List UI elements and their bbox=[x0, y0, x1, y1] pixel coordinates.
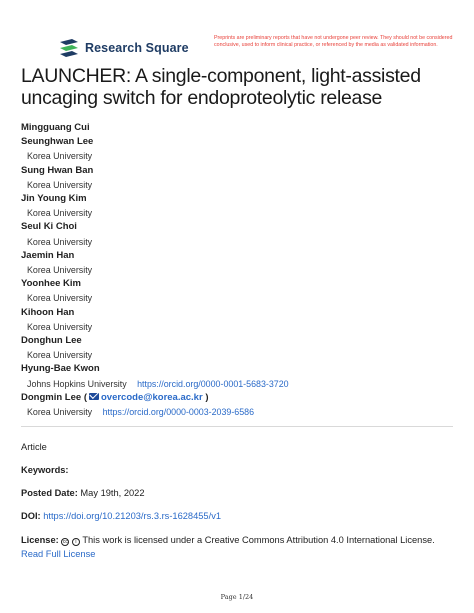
author-affiliation: Korea University bbox=[27, 179, 93, 190]
research-square-logo-icon bbox=[58, 38, 80, 58]
author-name: Sung Hwan Ban bbox=[21, 164, 94, 176]
author-name-line bbox=[21, 391, 461, 405]
author-name: Seunghwan Lee bbox=[21, 136, 94, 148]
doi-row bbox=[21, 511, 221, 521]
keywords-label: Keywords: bbox=[21, 465, 69, 475]
mail-icon bbox=[89, 393, 99, 400]
posted-date-value: May 19th, 2022 bbox=[80, 488, 145, 498]
author-entry bbox=[21, 362, 461, 390]
author-affiliation: Korea University bbox=[27, 265, 93, 276]
posted-date-label: Posted Date: bbox=[21, 488, 78, 498]
author-entry bbox=[21, 249, 461, 277]
doi-link[interactable]: https://doi.org/10.21203/rs.3.rs-1628455/v1 bbox=[43, 511, 222, 521]
section-divider bbox=[21, 426, 453, 427]
license-text: This work is licensed under a Creative Commons Attribution 4.0 International License. bbox=[82, 535, 435, 545]
license-label: License: bbox=[21, 535, 59, 545]
author-affiliation: Korea University bbox=[27, 350, 93, 361]
author-affiliation: Johns Hopkins University bbox=[27, 378, 127, 389]
author-entry bbox=[21, 277, 461, 305]
author-name: Mingguang Cui bbox=[21, 122, 90, 133]
author-name: Dongmin Lee bbox=[21, 391, 82, 403]
author-entry bbox=[21, 135, 461, 163]
author-entry bbox=[21, 334, 461, 362]
author-affiliation: Korea University bbox=[27, 151, 93, 162]
author-affiliation: Korea University bbox=[27, 208, 93, 219]
orcid-link[interactable]: https://orcid.org/0000-0001-5683-3720 bbox=[137, 378, 289, 389]
email-link[interactable]: overcode@korea.ac.kr bbox=[100, 391, 203, 403]
author-entry bbox=[21, 121, 461, 135]
open-paren: ( bbox=[83, 391, 87, 403]
license-row bbox=[21, 533, 461, 561]
page-number: Page 1/24 bbox=[220, 593, 254, 601]
research-square-logo[interactable] bbox=[58, 38, 189, 58]
creative-commons-icon: cc bbox=[62, 539, 68, 545]
keywords-row bbox=[21, 465, 69, 475]
author-name: Jin Young Kim bbox=[21, 193, 87, 205]
article-type: Article bbox=[21, 442, 47, 452]
corresponding-author-entry bbox=[21, 391, 461, 419]
logo-text: Research Square bbox=[85, 41, 189, 55]
page-header bbox=[0, 34, 474, 64]
author-affiliation-line bbox=[21, 405, 461, 419]
author-affiliation: Korea University bbox=[27, 293, 93, 304]
author-entry bbox=[21, 220, 461, 248]
attribution-icon: i bbox=[72, 538, 80, 546]
author-list bbox=[21, 121, 461, 419]
close-paren: ) bbox=[205, 391, 209, 403]
author-affiliation: Korea University bbox=[27, 321, 93, 332]
paper-title: LAUNCHER: A single-component, light-assisted uncaging switch for endoproteolytic release bbox=[21, 65, 421, 109]
author-name: Hyung-Bae Kwon bbox=[21, 363, 100, 375]
author-name: Seul Ki Choi bbox=[21, 221, 77, 233]
author-affiliation: Korea University bbox=[27, 407, 93, 418]
author-entry bbox=[21, 192, 461, 220]
orcid-link[interactable]: https://orcid.org/0000-0003-2039-6586 bbox=[102, 407, 255, 418]
author-name: Yoonhee Kim bbox=[21, 278, 81, 290]
author-affiliation-line bbox=[21, 377, 461, 391]
author-affiliation: Korea University bbox=[27, 236, 93, 247]
posted-date-row bbox=[21, 488, 145, 498]
author-name: Jaemin Han bbox=[21, 249, 75, 261]
author-name: Donghun Lee bbox=[21, 335, 82, 347]
author-entry bbox=[21, 164, 461, 192]
read-full-license-link[interactable]: Read Full License bbox=[21, 549, 96, 559]
preprint-disclaimer: Preprints are preliminary reports that have not undergone peer review. They should not be considered conclusive, used to inform clinical practice, or referenced by the media as validated information. bbox=[214, 35, 453, 49]
author-entry bbox=[21, 306, 461, 334]
doi-label: DOI: bbox=[21, 511, 41, 521]
author-name: Kihoon Han bbox=[21, 306, 75, 318]
